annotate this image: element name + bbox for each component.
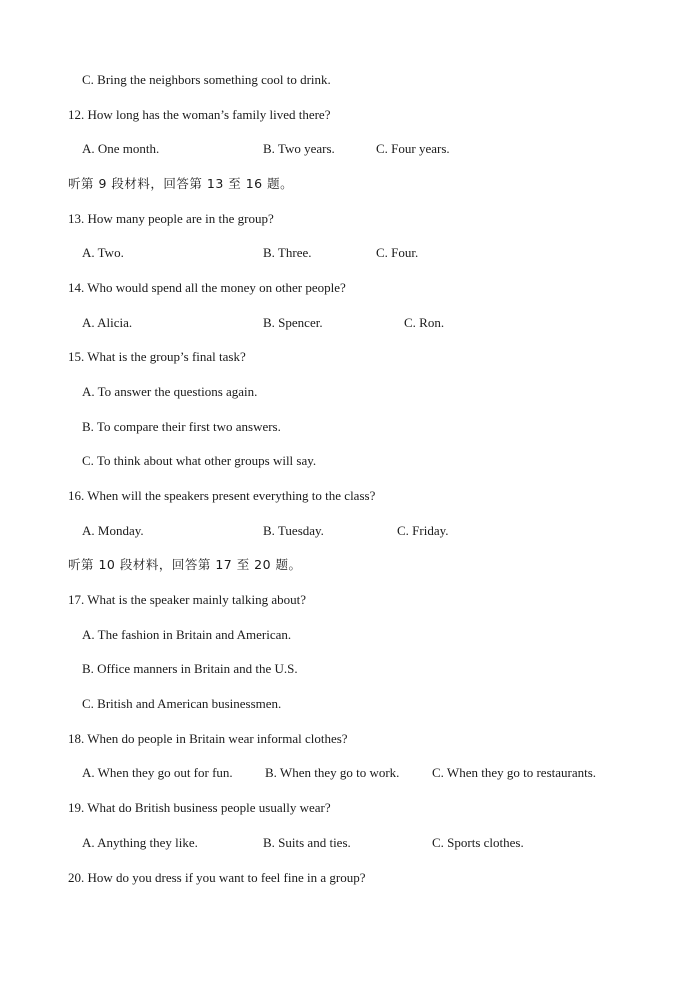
q12-option-c: C. Four years. — [376, 141, 450, 156]
q19-option-b: B. Suits and ties. — [263, 835, 351, 850]
q13-question: 13. How many people are in the group? — [68, 211, 274, 226]
q13-option-b: B. Three. — [263, 245, 312, 260]
q19-option-c: C. Sports clothes. — [432, 835, 524, 850]
q18-option-c: C. When they go to restaurants. — [432, 765, 597, 780]
q12-question: 12. How long has the woman’s family lived there? — [68, 107, 331, 122]
q17-option-b: B. Office manners in Britain and the U.S. — [82, 661, 298, 676]
q16-option-b: B. Tuesday. — [263, 523, 324, 538]
q15-question: 15. What is the group’s final task? — [68, 349, 246, 364]
q20-question: 20. How do you dress if you want to feel fine in a group? — [68, 870, 366, 885]
q13-option-c: C. Four. — [376, 245, 419, 260]
q16-option-c: C. Friday. — [397, 523, 449, 538]
section-10-heading: 听第 10 段材料，回答第 17 至 20 题。 — [68, 557, 302, 572]
q19-question: 19. What do British business people usually wear? — [68, 800, 331, 815]
q16-option-a: A. Monday. — [82, 523, 144, 538]
q14-option-c: C. Ron. — [404, 315, 445, 330]
q11-option-c: C. Bring the neighbors something cool to drink. — [82, 72, 331, 87]
q14-option-b: B. Spencer. — [263, 315, 323, 330]
q15-option-b: B. To compare their first two answers. — [82, 419, 281, 434]
section-9-heading: 听第 9 段材料，回答第 13 至 16 题。 — [68, 176, 294, 191]
q18-question: 18. When do people in Britain wear informal clothes? — [68, 731, 348, 746]
q19-option-a: A. Anything they like. — [82, 835, 198, 850]
q14-question: 14. Who would spend all the money on other people? — [68, 280, 346, 295]
q17-question: 17. What is the speaker mainly talking about? — [68, 592, 307, 607]
q14-option-a: A. Alicia. — [82, 315, 133, 330]
q18-option-a: A. When they go out for fun. — [82, 765, 233, 780]
q13-option-a: A. Two. — [82, 245, 124, 260]
q15-option-a: A. To answer the questions again. — [82, 384, 258, 399]
q12-option-a: A. One month. — [82, 141, 160, 156]
q17-option-a: A. The fashion in Britain and American. — [82, 627, 292, 642]
q12-option-b: B. Two years. — [263, 141, 335, 156]
q16-question: 16. When will the speakers present everything to the class? — [68, 488, 376, 503]
q15-option-c: C. To think about what other groups will say. — [82, 453, 317, 468]
q17-option-c: C. British and American businessmen. — [82, 696, 282, 711]
q18-option-b: B. When they go to work. — [265, 765, 400, 780]
